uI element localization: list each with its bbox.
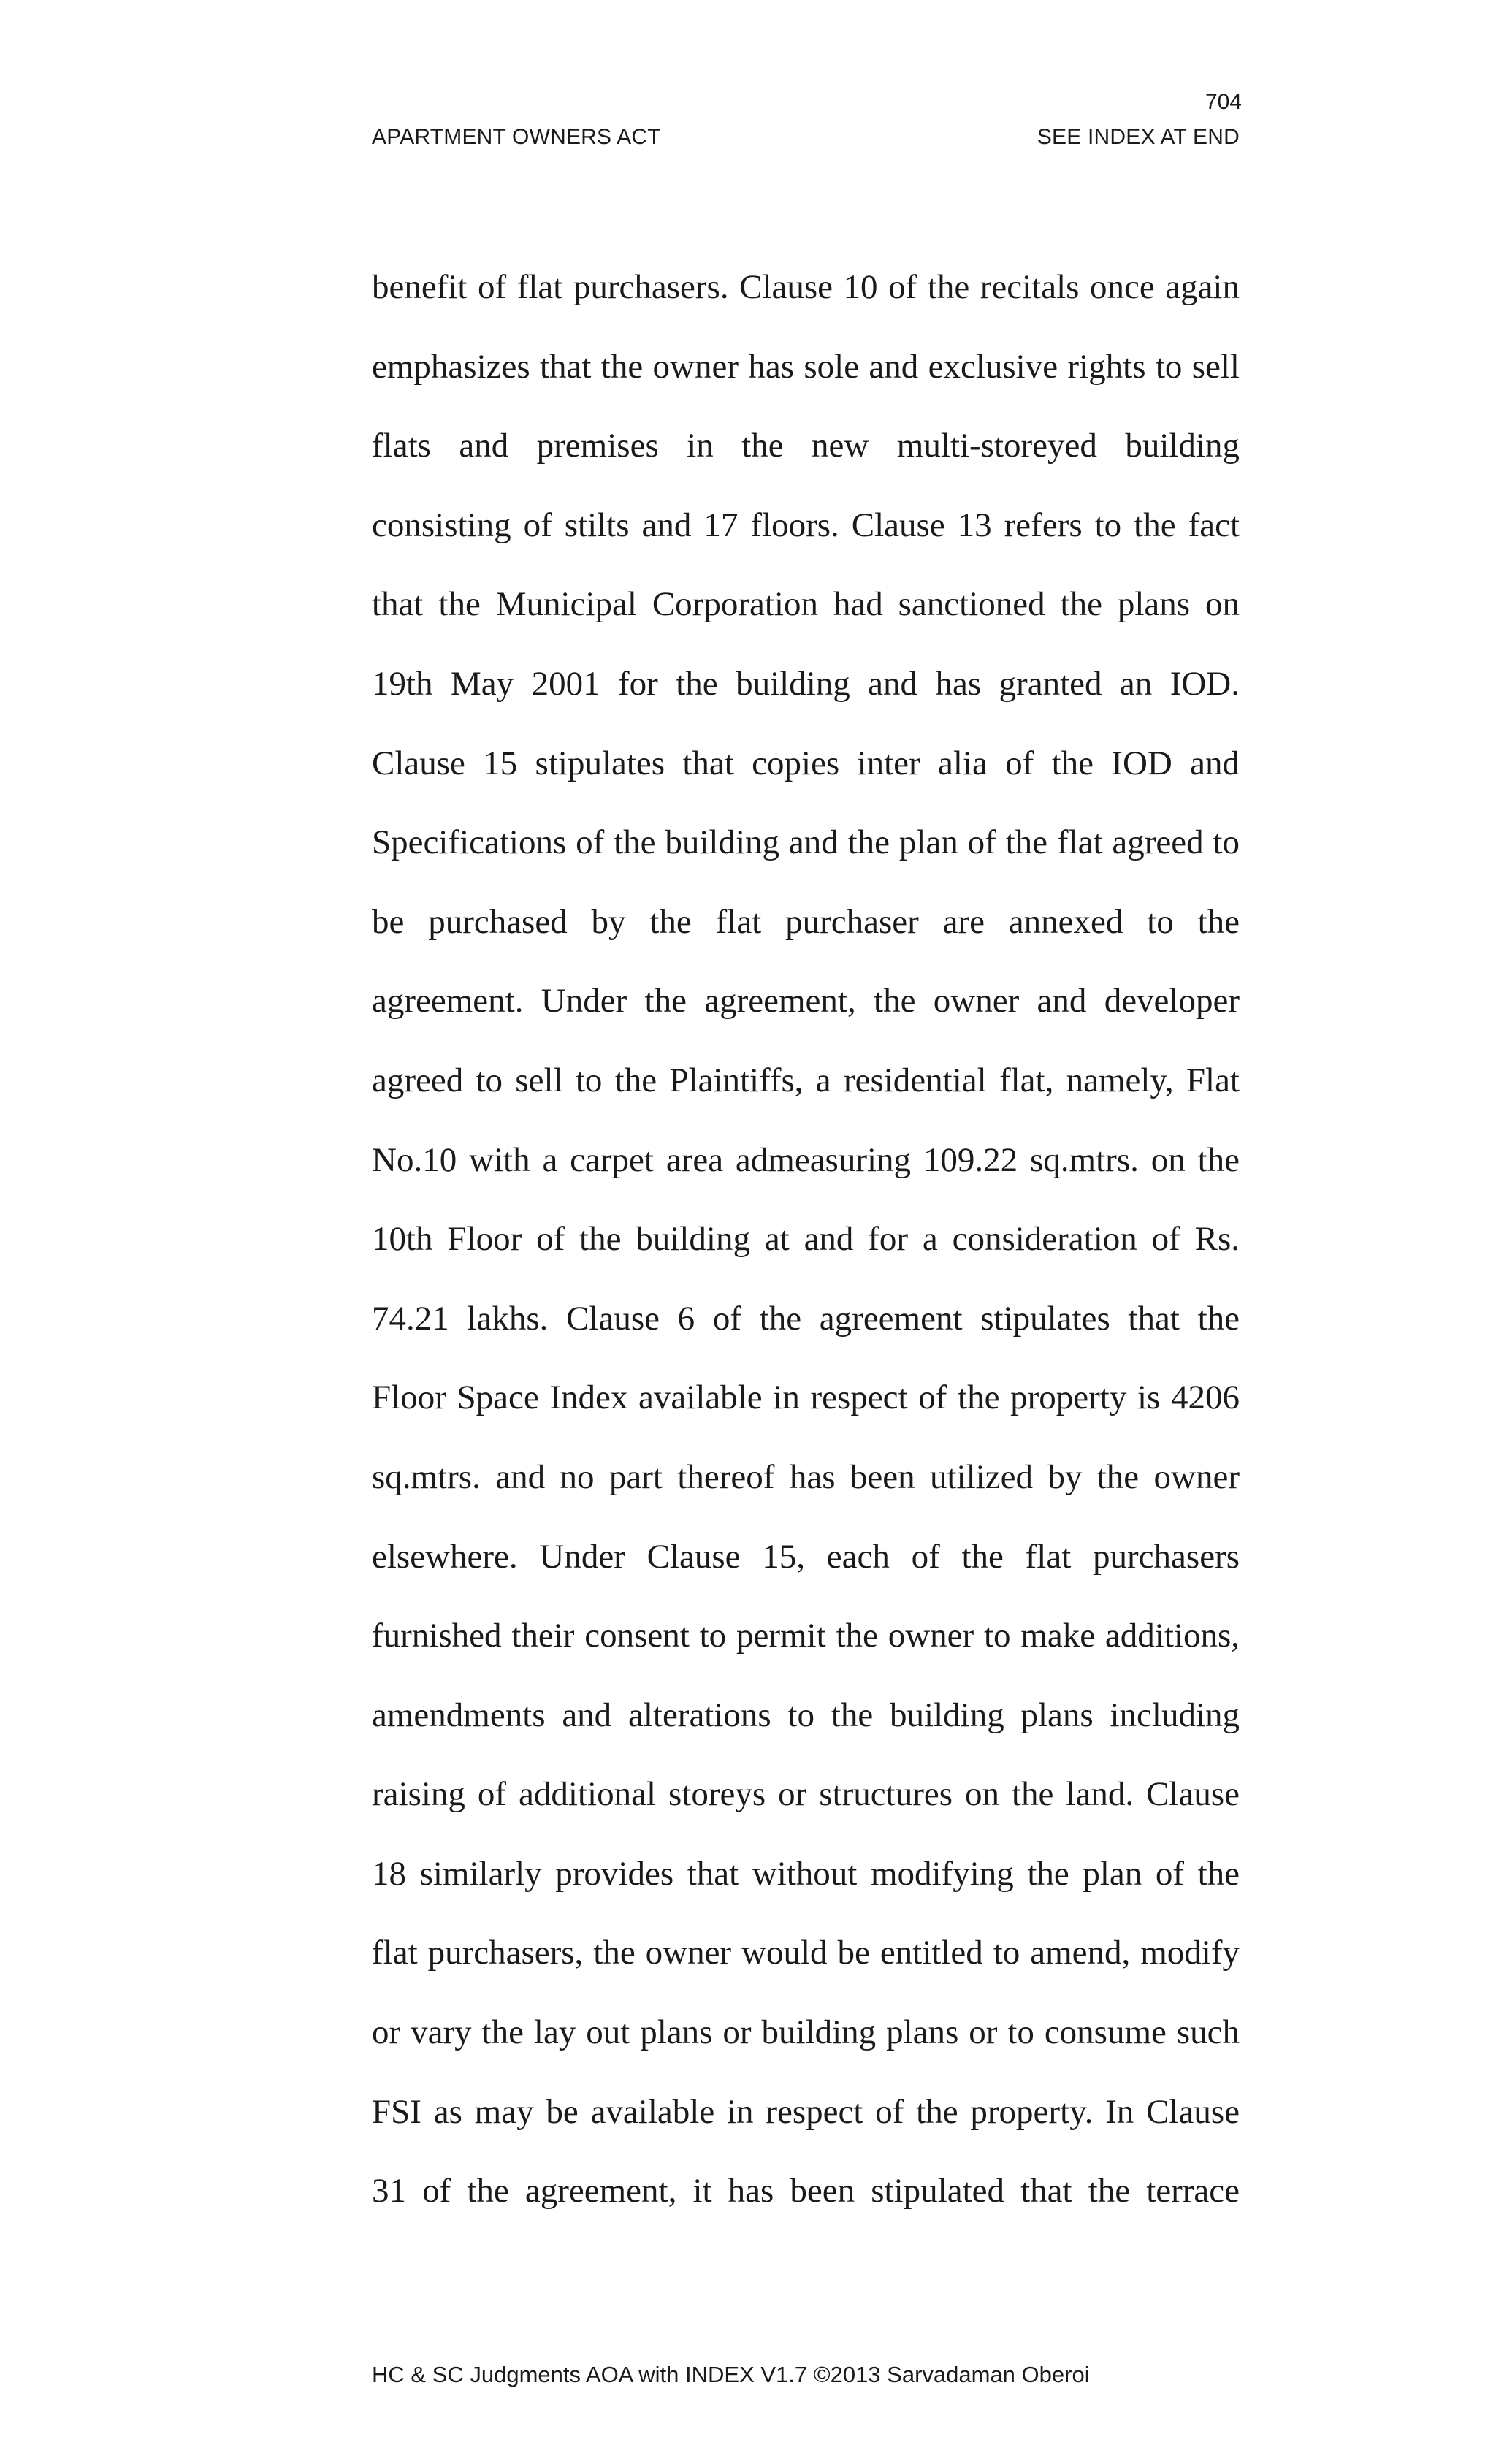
text-line: benefit of flat purchasers. Clause 10 of the recitals once again [372,268,1240,306]
text-line: agreed to sell to the Plaintiffs, a residential flat, namely, Flat [372,1061,1240,1099]
page-number: 704 [1205,90,1242,114]
text-line: flat purchasers, the owner would be entitled to amend, modify [372,1934,1240,1972]
text-line: 10th Floor of the building at and for a consideration of Rs. [372,1220,1240,1259]
text-line: 19th May 2001 for the building and has granted an IOD. [372,664,1240,703]
text-line: consisting of stilts and 17 floors. Clause 13 refers to the fact [372,506,1240,544]
running-header [372,124,1240,150]
text-line: 18 similarly provides that without modifying the plan of the [372,1854,1240,1893]
text-line: No.10 with a carpet area admeasuring 109.22 sq.mtrs. on the [372,1140,1240,1179]
text-line: be purchased by the flat purchaser are annexed to the [372,902,1240,941]
page-footer: HC & SC Judgments AOA with INDEX V1.7 ©2013 Sarvadaman Oberoi [372,2362,1090,2387]
header-title: APARTMENT OWNERS ACT [372,125,661,149]
text-line: FSI as may be available in respect of the property. In Clause [372,2092,1240,2131]
text-line: furnished their consent to permit the owner to make additions, [372,1617,1240,1655]
text-line: elsewhere. Under Clause 15, each of the flat purchasers [372,1537,1240,1576]
text-line: raising of additional storeys or structures on the land. Clause [372,1775,1240,1814]
body-text [372,267,1240,2250]
text-line: Specifications of the building and the plan of the flat agreed to [372,823,1240,862]
text-line: flats and premises in the new multi-storeyed building [372,427,1240,465]
text-line: or vary the lay out plans or building plans or to consume such [372,2013,1240,2052]
header-index-note: SEE INDEX AT END [1037,125,1240,149]
text-line: sq.mtrs. and no part thereof has been utilized by the owner [372,1457,1240,1496]
text-line: 74.21 lakhs. Clause 6 of the agreement stipulates that the [372,1299,1240,1338]
text-line: amendments and alterations to the building plans including [372,1696,1240,1734]
text-line: agreement. Under the agreement, the owner and developer [372,982,1240,1021]
text-line: that the Municipal Corporation had sanctioned the plans on [372,585,1240,624]
text-line: Clause 15 stipulates that copies inter alia of the IOD and [372,744,1240,782]
text-line: emphasizes that the owner has sole and exclusive rights to sell [372,347,1240,386]
text-line: Floor Space Index available in respect of the property is 4206 [372,1378,1240,1417]
text-line: 31 of the agreement, it has been stipulated that the terrace [372,2172,1240,2211]
